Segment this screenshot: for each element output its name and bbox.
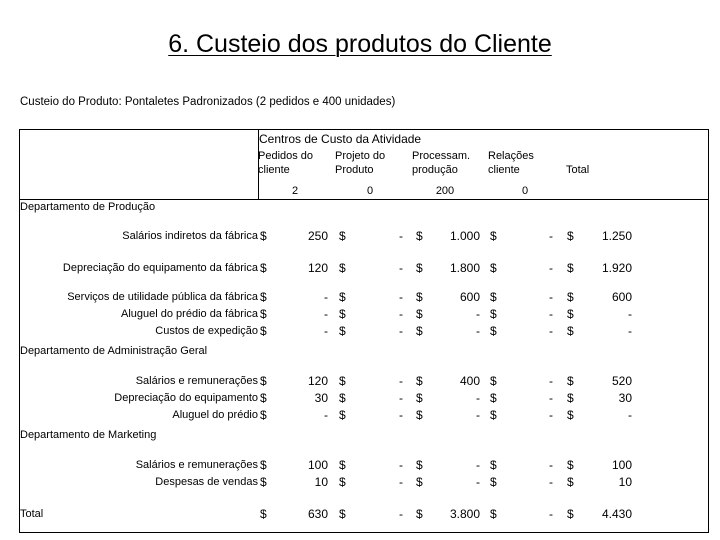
row-9-value: - (549, 475, 553, 489)
row-1-value: 120 (307, 261, 328, 275)
page-title: 6. Custeio dos produtos do Cliente (168, 30, 552, 58)
row-5-value: - (549, 374, 553, 388)
row-3-value: - (476, 307, 480, 321)
row-8-value: 100 (611, 458, 632, 472)
row-7-value: - (549, 408, 553, 422)
row-3-value: - (549, 307, 553, 321)
row-1-currency: $ (339, 261, 346, 275)
row-2-currency: $ (567, 290, 574, 304)
row-5-currency: $ (490, 374, 497, 388)
row-0-value: - (399, 229, 403, 243)
col-orders-line2: cliente (258, 164, 290, 176)
row-4-value: - (324, 324, 328, 338)
section-marketing: Departamento de Marketing (20, 429, 157, 441)
row-3-value: - (324, 307, 328, 321)
row-3-value: - (628, 307, 632, 321)
section-admin: Departamento de Administração Geral (20, 345, 208, 357)
row-0-value: 250 (307, 229, 328, 243)
row-7-currency: $ (567, 408, 574, 422)
cost-centers-heading: Centros de Custo da Atividade (259, 132, 422, 146)
row-9-currency: $ (416, 475, 423, 489)
row-1-currency: $ (416, 261, 423, 275)
total-currency: $ (339, 507, 346, 521)
col-customer-driver: 0 (521, 185, 529, 197)
col-processing-line2: produção (412, 164, 458, 176)
row-8-value: - (549, 458, 553, 472)
row-1-currency: $ (260, 261, 267, 275)
row-2-currency: $ (339, 290, 346, 304)
row-9-currency: $ (339, 475, 346, 489)
col-processing-line1: Processam. (412, 150, 471, 162)
header-left-cell (19, 129, 259, 200)
row-5-value: 520 (611, 374, 632, 388)
row-7-value: - (399, 408, 403, 422)
row-4-currency: $ (490, 324, 497, 338)
row-0-currency: $ (339, 229, 346, 243)
row-9-label: Despesas de vendas (155, 476, 258, 488)
row-8-currency: $ (339, 458, 346, 472)
row-0-value: 1.250 (601, 229, 632, 243)
total-value: 630 (307, 507, 328, 521)
row-5-currency: $ (339, 374, 346, 388)
col-orders-line1: Pedidos do (258, 150, 314, 162)
row-0-value: 1.000 (449, 229, 480, 243)
row-4-label: Custos de expedição (155, 325, 258, 337)
row-1-value: - (549, 261, 553, 275)
row-1-value: - (399, 261, 403, 275)
row-0-currency: $ (416, 229, 423, 243)
row-6-currency: $ (416, 391, 423, 405)
section-production: Departamento de Produção (20, 201, 156, 213)
row-4-currency: $ (567, 324, 574, 338)
row-0-label: Salários indiretos da fábrica (122, 230, 258, 242)
row-1-value: 1.920 (601, 261, 632, 275)
row-0-currency: $ (490, 229, 497, 243)
row-9-value: - (476, 475, 480, 489)
row-6-value: 30 (618, 391, 632, 405)
total-currency: $ (416, 507, 423, 521)
row-6-currency: $ (339, 391, 346, 405)
row-1-currency: $ (567, 261, 574, 275)
row-9-value: 10 (314, 475, 328, 489)
total-value: - (399, 507, 403, 521)
row-4-value: - (399, 324, 403, 338)
row-6-value: 30 (314, 391, 328, 405)
row-2-currency: $ (416, 290, 423, 304)
row-3-currency: $ (260, 307, 267, 321)
row-7-currency: $ (416, 408, 423, 422)
total-currency: $ (260, 507, 267, 521)
row-5-currency: $ (416, 374, 423, 388)
row-3-currency: $ (416, 307, 423, 321)
row-2-value: - (324, 290, 328, 304)
row-5-value: 400 (459, 374, 480, 388)
row-5-currency: $ (260, 374, 267, 388)
subtitle: Custeio do Produto: Pontaletes Padronizados (2 pedidos e 400 unidades) (20, 96, 396, 108)
col-design-line1: Projeto do (335, 150, 386, 162)
row-8-currency: $ (416, 458, 423, 472)
row-1-currency: $ (490, 261, 497, 275)
row-7-currency: $ (490, 408, 497, 422)
row-3-currency: $ (567, 307, 574, 321)
total-label: Total (20, 508, 44, 520)
row-3-currency: $ (490, 307, 497, 321)
row-8-value: - (476, 458, 480, 472)
row-5-value: - (399, 374, 403, 388)
row-2-currency: $ (260, 290, 267, 304)
row-7-value: - (628, 408, 632, 422)
row-9-value: 10 (618, 475, 632, 489)
col-design-line2: Produto (335, 164, 374, 176)
row-0-currency: $ (567, 229, 574, 243)
row-5-currency: $ (567, 374, 574, 388)
row-9-value: - (399, 475, 403, 489)
col-design-driver: 0 (366, 185, 374, 197)
row-3-value: - (399, 307, 403, 321)
row-9-currency: $ (260, 475, 267, 489)
row-2-label: Serviços de utilidade pública da fábrica (67, 291, 258, 303)
row-7-label: Aluguel do prédio (172, 409, 258, 421)
row-7-currency: $ (260, 408, 267, 422)
row-2-value: - (549, 290, 553, 304)
row-6-value: - (549, 391, 553, 405)
col-processing-driver: 200 (435, 185, 455, 197)
row-6-currency: $ (260, 391, 267, 405)
row-4-value: - (628, 324, 632, 338)
row-6-currency: $ (567, 391, 574, 405)
row-6-value: - (476, 391, 480, 405)
row-8-label: Salários e remunerações (135, 459, 258, 471)
col-customer-line2: cliente (488, 164, 520, 176)
row-5-value: 120 (307, 374, 328, 388)
row-8-currency: $ (490, 458, 497, 472)
row-7-currency: $ (339, 408, 346, 422)
row-4-currency: $ (416, 324, 423, 338)
row-4-currency: $ (260, 324, 267, 338)
row-6-label: Depreciação do equipamento (114, 392, 258, 404)
row-0-value: - (549, 229, 553, 243)
row-8-value: - (399, 458, 403, 472)
row-8-value: 100 (307, 458, 328, 472)
row-0-currency: $ (260, 229, 267, 243)
total-currency: $ (490, 507, 497, 521)
col-orders-driver: 2 (291, 185, 299, 197)
row-4-value: - (549, 324, 553, 338)
col-total-label: Total (566, 164, 590, 176)
row-2-currency: $ (490, 290, 497, 304)
row-6-value: - (399, 391, 403, 405)
total-value: 4.430 (601, 507, 632, 521)
row-1-value: 1.800 (449, 261, 480, 275)
row-6-currency: $ (490, 391, 497, 405)
row-2-value: 600 (459, 290, 480, 304)
row-7-value: - (476, 408, 480, 422)
col-customer-line1: Relações (488, 150, 534, 162)
row-4-currency: $ (339, 324, 346, 338)
row-2-value: 600 (611, 290, 632, 304)
row-8-currency: $ (260, 458, 267, 472)
row-8-currency: $ (567, 458, 574, 472)
total-currency: $ (567, 507, 574, 521)
row-9-currency: $ (567, 475, 574, 489)
row-1-label: Depreciação do equipamento da fábrica (62, 262, 258, 274)
row-4-value: - (476, 324, 480, 338)
total-value: 3.800 (449, 507, 480, 521)
row-3-currency: $ (339, 307, 346, 321)
row-2-value: - (399, 290, 403, 304)
row-3-label: Aluguel do prédio da fábrica (121, 308, 258, 320)
row-5-label: Salários e remunerações (135, 375, 258, 387)
total-value: - (549, 507, 553, 521)
row-9-currency: $ (490, 475, 497, 489)
row-7-value: - (324, 408, 328, 422)
